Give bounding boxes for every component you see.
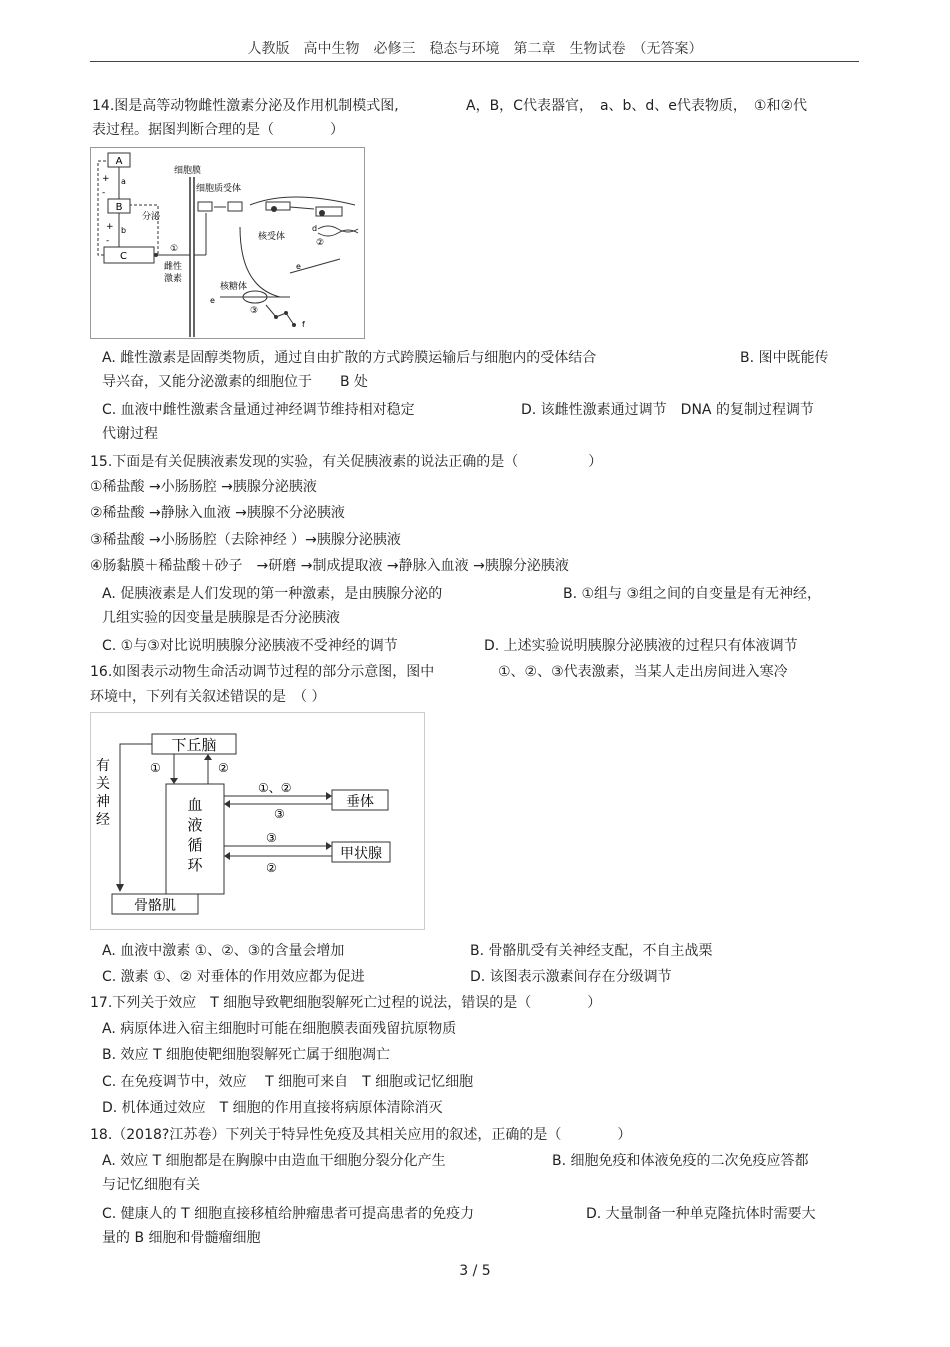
q16-option-a: A. 血液中激素 ①、②、③的含量会增加 xyxy=(102,943,345,959)
q15-option-d: D. 上述实验说明胰腺分泌胰液的过程只有体液调节 xyxy=(484,638,798,654)
hormone-2-label: ② xyxy=(218,761,229,775)
estrogen-label-2: 激素 xyxy=(164,274,183,284)
hormone-2b-label: ② xyxy=(266,861,277,875)
q14-stem-line1b: A，B，C代表器官， a、b、d、e代表物质， ①和②代 xyxy=(466,98,808,114)
header-rule xyxy=(90,61,859,62)
thyroid-label: 甲状腺 xyxy=(340,846,382,862)
q14-figure xyxy=(90,147,366,339)
q17-option-d: D. 机体通过效应 T 细胞的作用直接将病原体清除消灭 xyxy=(102,1100,443,1116)
q17-stem: 17.下列关于效应 T 细胞导致靶细胞裂解死亡过程的说法，错误的是（ ） xyxy=(90,995,602,1011)
q14-option-a: A. 雌性激素是固醇类物质，通过自由扩散的方式跨膜运输后与细胞内的受体结合 xyxy=(102,350,597,366)
hormone-3a-label: ③ xyxy=(274,807,285,821)
q15-option-c: C. ①与③对比说明胰腺分泌胰液不受神经的调节 xyxy=(102,638,398,654)
blood-char-2: 液 xyxy=(187,816,203,834)
q18-option-b-cont: 与记忆细胞有关 xyxy=(102,1177,200,1193)
nuclear-receptor-label: 核受体 xyxy=(258,232,286,242)
q17-option-b: B. 效应 T 细胞使靶细胞裂解死亡属于细胞凋亡 xyxy=(102,1047,390,1063)
ribosome-label: 核糖体 xyxy=(220,282,248,292)
substance-a: a xyxy=(121,177,126,186)
blood-char-4: 环 xyxy=(187,856,203,874)
q14-stem-line1a: 14.图是高等动物雌性激素分泌及作用机制模式图, xyxy=(92,98,399,114)
q14-stem-line2: 表过程。据图判断合理的是（ ） xyxy=(92,122,344,138)
q14-option-d-part1: D. 该雌性激素通过调节 DNA 的复制过程调节 xyxy=(521,402,814,418)
q17-option-c: C. 在免疫调节中，效应 T 细胞可来自 T 细胞或记忆细胞 xyxy=(102,1074,474,1090)
minus-sign-2: - xyxy=(106,236,110,246)
estrogen-mechanism-diagram xyxy=(90,147,366,339)
process-3-label: ③ xyxy=(250,306,259,316)
q18-stem: 18.（2018?江苏卷）下列关于特异性免疫及其相关应用的叙述，正确的是（ ） xyxy=(90,1127,632,1143)
secretion-label: 分泌 xyxy=(142,212,161,222)
nerve-char-4: 经 xyxy=(96,812,110,828)
q18-option-b: B. 细胞免疫和体液免疫的二次免疫应答都 xyxy=(552,1153,809,1169)
blood-char-3: 循 xyxy=(187,836,203,854)
q15-experiment-4: ④肠黏膜＋稀盐酸＋砂子 →研磨 →制成提取液 →静脉入血液 →胰腺分泌胰液 xyxy=(90,558,569,574)
hormone-3b-label: ③ xyxy=(266,831,277,845)
q15-experiment-3: ③稀盐酸 →小肠肠腔（去除神经 ）→胰腺分泌胰液 xyxy=(90,532,401,548)
substance-e-1: e xyxy=(296,262,301,271)
substance-d: d xyxy=(312,224,318,233)
q15-option-a: A. 促胰液素是人们发现的第一种激素，是由胰腺分泌的 xyxy=(102,586,443,602)
substance-f: f xyxy=(302,320,305,329)
q16-stem-line2: 环境中，下列有关叙述错误的是 （ ） xyxy=(90,689,326,705)
q15-experiment-2: ②稀盐酸 →静脉入血液 →胰腺不分泌胰液 xyxy=(90,505,345,521)
plus-sign-2: + xyxy=(106,222,114,232)
q18-option-a: A. 效应 T 细胞都是在胸腺中由造血干细胞分裂分化产生 xyxy=(102,1153,446,1169)
q15-option-a-cont: 几组实验的因变量是胰腺是否分泌胰液 xyxy=(102,610,340,626)
cytoplasm-receptor-label: 细胞质受体 xyxy=(196,184,242,194)
plus-sign-1: + xyxy=(102,174,110,184)
hormone-1-label: ① xyxy=(150,761,161,775)
q16-stem-line1a: 16.如图表示动物生命活动调节过程的部分示意图，图中 xyxy=(90,664,435,680)
estrogen-label-1: 雌性 xyxy=(164,262,183,272)
minus-sign-1: - xyxy=(102,188,106,198)
q14-option-b-part1: B. 图中既能传 xyxy=(740,350,829,366)
process-2-label: ② xyxy=(316,238,325,248)
page-number: 3 / 5 xyxy=(459,1263,491,1279)
q18-option-d-cont: 量的 B 细胞和骨髓瘤细胞 xyxy=(102,1230,261,1246)
q14-option-b-part2: 导兴奋，又能分泌激素的细胞位于 B 处 xyxy=(102,374,369,390)
nerve-char-2: 关 xyxy=(96,776,110,792)
page-header: 人教版 高中生物 必修三 稳态与环境 第二章 生物试卷 （无答案） xyxy=(247,41,703,57)
substance-e-2: e xyxy=(210,296,215,305)
process-1-label: ① xyxy=(170,244,179,254)
substance-b: b xyxy=(121,226,127,235)
hypothalamus-label: 下丘脑 xyxy=(171,736,217,754)
cold-regulation-diagram xyxy=(90,712,426,930)
organ-a-label: A xyxy=(115,156,123,167)
nerve-char-1: 有 xyxy=(96,758,110,774)
hormone-12-label: ①、② xyxy=(258,781,292,795)
q14-option-d-part2: 代谢过程 xyxy=(102,426,158,442)
q14-option-c: C. 血液中雌性激素含量通过神经调节维持相对稳定 xyxy=(102,402,415,418)
q16-option-d: D. 该图表示激素间存在分级调节 xyxy=(470,969,672,985)
skeletal-muscle-label: 骨骼肌 xyxy=(134,898,176,914)
blood-char-1: 血 xyxy=(187,796,203,814)
q15-experiment-1: ①稀盐酸 →小肠肠腔 →胰腺分泌胰液 xyxy=(90,479,317,495)
organ-c-label: C xyxy=(120,251,127,262)
cell-membrane-label: 细胞膜 xyxy=(174,166,202,176)
q18-option-c: C. 健康人的 T 细胞直接移植给肿瘤患者可提高患者的免疫力 xyxy=(102,1206,475,1222)
q16-option-c: C. 激素 ①、② 对垂体的作用效应都为促进 xyxy=(102,969,365,985)
q15-option-b: B. ①组与 ③组之间的自变量是有无神经， xyxy=(563,586,822,602)
q16-option-b: B. 骨骼肌受有关神经支配，不自主战栗 xyxy=(470,943,713,959)
nerve-char-3: 神 xyxy=(96,794,110,810)
q15-stem: 15.下面是有关促胰液素发现的实验，有关促胰液素的说法正确的是（ ） xyxy=(90,454,603,470)
q18-option-d: D. 大量制备一种单克隆抗体时需要大 xyxy=(586,1206,816,1222)
q16-figure xyxy=(90,712,426,930)
organ-b-label: B xyxy=(115,202,123,213)
q17-option-a: A. 病原体进入宿主细胞时可能在细胞膜表面残留抗原物质 xyxy=(102,1021,457,1037)
pituitary-label: 垂体 xyxy=(346,794,374,810)
q16-stem-line1b: ①、②、③代表激素，当某人走出房间进入寒冷 xyxy=(498,664,788,680)
